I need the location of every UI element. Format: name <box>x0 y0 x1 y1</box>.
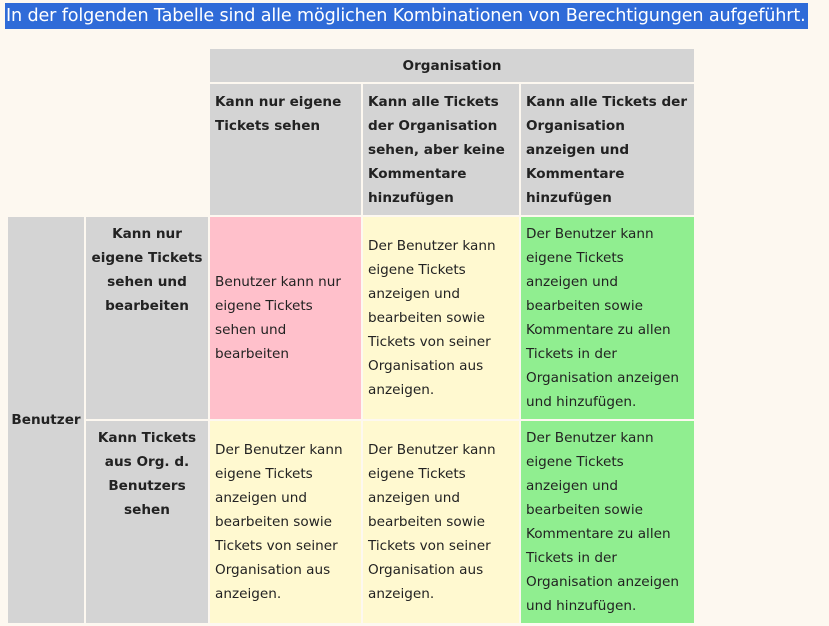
cell-own-org-comment: Der Benutzer kann eigene Tickets anzeigen und bearbeiten sowie Kommentare zu allen Tickets in der Organisation anzeigen und hinzufügen. <box>520 216 695 420</box>
intro-text: In der folgenden Tabelle sind alle möglichen Kombinationen von Berechtigungen aufgeführt. <box>5 3 808 29</box>
cell-org-org-view: Der Benutzer kann eigene Tickets anzeigen und bearbeiten sowie Tickets von seiner Organisation aus anzeigen. <box>362 420 520 624</box>
organisation-header: Organisation <box>209 48 695 83</box>
column-header-org-view-comment: Kann alle Tickets der Organisation anzeigen und Kommentare hinzufügen <box>520 83 695 216</box>
benutzer-header: Benutzer <box>7 216 85 624</box>
row-header-org-tickets: Kann Tickets aus Org. d. Benutzers sehen <box>85 420 209 624</box>
cell-own-org-view: Der Benutzer kann eigene Tickets anzeigen und bearbeiten sowie Tickets von seiner Organisation aus anzeigen. <box>362 216 520 420</box>
cell-org-own: Der Benutzer kann eigene Tickets anzeigen und bearbeiten sowie Tickets von seiner Organisation aus anzeigen. <box>209 420 362 624</box>
empty-corner-cell <box>7 83 209 216</box>
empty-corner-cell <box>7 48 209 83</box>
cell-org-org-comment: Der Benutzer kann eigene Tickets anzeigen und bearbeiten sowie Kommentare zu allen Tickets in der Organisation anzeigen und hinzufügen. <box>520 420 695 624</box>
cell-own-own: Benutzer kann nur eigene Tickets sehen und bearbeiten <box>209 216 362 420</box>
column-header-own-tickets: Kann nur eigene Tickets sehen <box>209 83 362 216</box>
column-header-org-view-only: Kann alle Tickets der Organisation sehen, aber keine Kommentare hinzufügen <box>362 83 520 216</box>
permissions-table <box>6 47 696 625</box>
row-header-own-tickets: Kann nur eigene Tickets sehen und bearbeiten <box>85 216 209 420</box>
